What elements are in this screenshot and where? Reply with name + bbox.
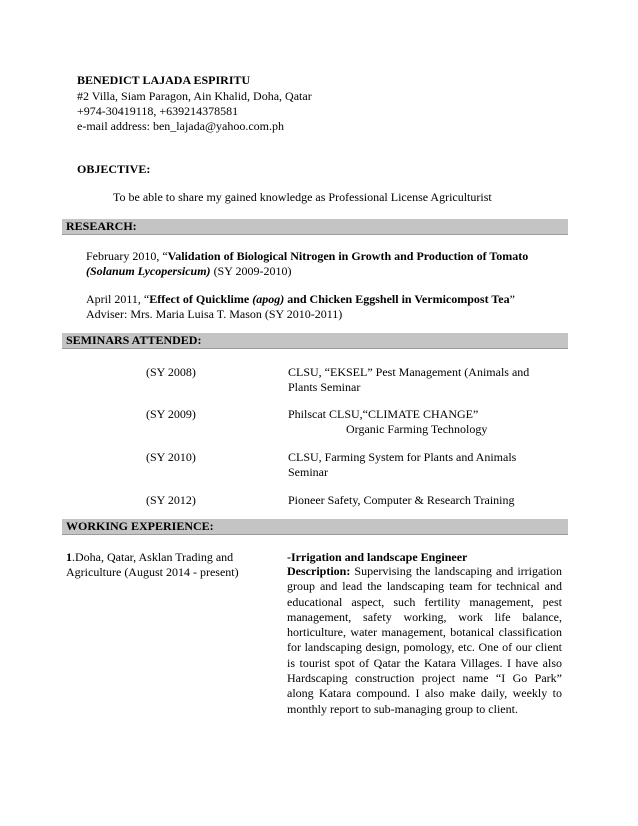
applicant-name: BENEDICT LAJADA ESPIRITU	[77, 73, 251, 87]
phone-line: +974-30419118, +639214378581	[77, 104, 239, 118]
seminar-year: (SY 2008)	[146, 365, 196, 379]
work-section-bar	[62, 519, 568, 535]
objective-text: To be able to share my gained knowledge as Professional License Agriculturist	[113, 190, 492, 204]
research-item-2	[86, 291, 515, 307]
description-label: Description:	[287, 564, 351, 578]
research-2-adviser: Adviser: Mrs. Maria Luisa T. Mason (SY 2010-2011)	[86, 307, 343, 321]
work-heading: WORKING EXPERIENCE:	[66, 519, 214, 533]
seminar-title: CLSU, Farming System for Plants and Animals	[288, 450, 517, 464]
seminars-section-bar	[62, 333, 568, 349]
research-1-suffix: (SY 2009-2010)	[210, 264, 292, 278]
research-2-suffix: ”	[509, 292, 515, 306]
seminar-year: (SY 2010)	[146, 450, 196, 464]
research-1-title: Validation of Biological Nitrogen in Growth and Production of Tomato	[167, 249, 529, 263]
job-description	[287, 564, 562, 717]
company-number: 1	[66, 550, 72, 564]
research-heading: RESEARCH:	[66, 219, 137, 233]
seminar-title-cont: Seminar	[288, 465, 328, 479]
seminar-title-cont: Organic Farming Technology	[346, 422, 488, 436]
research-section-bar	[62, 219, 568, 235]
seminar-year: (SY 2012)	[146, 493, 196, 507]
research-item-1	[86, 248, 528, 264]
research-1-species: (Solanum Lycopersicum)	[86, 264, 211, 278]
seminar-title: Philscat CLSU,“CLIMATE CHANGE”	[288, 407, 479, 421]
address-line: #2 Villa, Siam Paragon, Ain Khalid, Doha, Qatar	[77, 89, 312, 103]
research-2-title-b: (apog)	[252, 292, 285, 306]
seminar-title: CLSU, “EKSEL” Pest Management (Animals and	[288, 365, 530, 379]
research-item-1-line2	[86, 263, 291, 279]
research-2-title-a: Effect of Quicklime	[149, 292, 253, 306]
objective-heading: OBJECTIVE:	[77, 162, 151, 176]
seminars-heading: SEMINARS ATTENDED:	[66, 333, 202, 347]
seminar-title-cont: Plants Seminar	[288, 380, 361, 394]
company-line-2: Agriculture (August 2014 - present)	[66, 565, 239, 579]
company-location: .Doha, Qatar, Asklan Trading and	[72, 550, 234, 564]
seminar-year: (SY 2009)	[146, 407, 196, 421]
research-1-prefix: February 2010, “	[86, 249, 168, 263]
research-2-title-c: and Chicken Eggshell in Vermicompost Tea	[284, 292, 510, 306]
description-text: Supervising the landscaping and irrigation group and lead the landscaping team for technical and educational aspect, such fertility management, pest management, safety working, work life balance, horticulture, water management, botanical classification for landscaping design, pomology, etc. One of our client is tourist spot of Qatar the Katara Villages. I have also Hardscaping construction project name “I Go Park” along Katara compound. I also make daily, weekly to monthly report to sub-managing group to client.	[287, 564, 562, 716]
research-2-prefix: April 2011, “	[86, 292, 150, 306]
email-line: e-mail address: ben_lajada@yahoo.com.ph	[77, 119, 284, 133]
seminar-title: Pioneer Safety, Computer & Research Training	[288, 493, 515, 507]
company-line-1	[66, 549, 233, 565]
job-position: -Irrigation and landscape Engineer	[287, 550, 468, 564]
